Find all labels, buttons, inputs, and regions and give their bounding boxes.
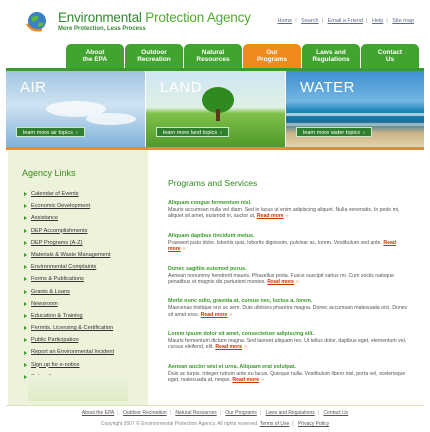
bullet-arrow-icon <box>24 326 27 330</box>
footer-link-our-programs[interactable]: Our Programs <box>225 410 257 416</box>
footer-link-outdoor-recreation[interactable]: Outdoor Recreation <box>122 410 167 416</box>
item-title[interactable]: Aliquam congue fermentum nisl. <box>168 200 252 206</box>
arrow-right-icon: » <box>296 278 299 285</box>
learn-more-air-button[interactable] <box>16 127 85 137</box>
sidebar-decoration <box>28 375 128 401</box>
learn-more-land-label: learn more land topics <box>163 130 218 136</box>
bullet-arrow-icon <box>24 338 27 342</box>
list-item <box>24 334 114 346</box>
item-title[interactable]: Morbi nunc odio, gravida at, cursus nec, luctus a, lorem. <box>168 298 313 305</box>
agency-link[interactable]: Environmental Complaints <box>31 264 97 271</box>
list-item <box>168 266 412 299</box>
bullet-arrow-icon <box>24 375 27 379</box>
page <box>6 4 424 430</box>
bullet-arrow-icon <box>24 351 27 355</box>
arrow-right-icon: › <box>75 130 78 136</box>
list-item <box>24 322 114 334</box>
agency-link[interactable]: Permits, Licensing & Certification <box>31 325 114 332</box>
top-links: Home | Search | Email a Friend | Help | Site map <box>277 18 414 24</box>
arrow-right-icon: » <box>285 213 289 220</box>
banner-air-title: AIR <box>20 79 47 96</box>
bullet-arrow-icon <box>24 314 27 318</box>
read-more-link[interactable]: Read more <box>267 278 295 285</box>
item-title[interactable]: Aliquam dapibus tincidunt metus. <box>168 232 255 239</box>
topic-banners <box>6 71 424 147</box>
list-item <box>168 331 412 364</box>
list-item <box>168 298 412 331</box>
banner-land <box>145 71 285 147</box>
agency-link[interactable]: Public Participation <box>31 337 79 344</box>
top-link-search[interactable]: Search <box>301 18 319 24</box>
agency-link[interactable]: DEP Programs (A-Z) <box>31 239 83 246</box>
wave-shape <box>286 113 424 116</box>
nav-tab-our-programs[interactable]: Our Programs <box>243 44 301 68</box>
item-body: Aenean nonummy hendrerit mauris. Phasellus porta. Fusce suscipit varius mi. Cum sociis natoque penatibus et magnis dis parturient montes. Read more » <box>168 272 395 285</box>
arrow-right-icon: » <box>229 311 233 318</box>
agency-link[interactable]: Newsroom <box>31 300 58 307</box>
bullet-arrow-icon <box>24 363 27 367</box>
top-link-home[interactable]: Home <box>277 18 293 24</box>
agency-link[interactable]: DEP Accomplishments <box>31 227 88 234</box>
item-title[interactable]: Donec sagittis euismod purus. <box>168 265 247 272</box>
privacy-policy-link[interactable]: Privacy Policy <box>297 421 330 427</box>
page-title: Programs and Services <box>168 178 258 188</box>
list-item <box>24 346 114 358</box>
site-title: Environmental Protection Agency <box>58 10 251 25</box>
list-item <box>24 212 114 224</box>
read-more-link[interactable]: Read more <box>168 239 397 252</box>
arrow-right-icon: » <box>182 246 186 252</box>
footer-link-contact[interactable]: Contact Us <box>323 410 349 416</box>
agency-links-list <box>24 188 114 383</box>
nav-tab-outdoor-recreation[interactable]: Outdoor Recreation <box>125 44 183 68</box>
item-body: Praesent justo dolor, lobortis quis, lobortis dignissim, pulvinar ac, lorem. Vestibulum sed ante. Read more » <box>168 239 397 252</box>
list-item <box>168 233 412 266</box>
agency-link[interactable]: Economic Development <box>31 203 91 210</box>
learn-more-air-label: learn more air topics <box>23 130 73 136</box>
top-link-site-map[interactable]: Site map <box>392 18 414 24</box>
bullet-arrow-icon <box>24 241 27 245</box>
banner-air <box>6 71 145 147</box>
cloud-shape <box>86 113 136 125</box>
wave-shape <box>286 123 424 126</box>
agency-link[interactable]: Calendar of Events <box>31 191 79 197</box>
terms-of-use-link[interactable]: Terms of Use <box>259 421 290 427</box>
bullet-arrow-icon <box>24 265 27 269</box>
top-link-email-friend[interactable]: Email a Friend <box>327 18 364 24</box>
list-item <box>24 249 114 261</box>
read-more-link[interactable]: Read more <box>256 213 284 220</box>
agency-link[interactable]: Forms & Publications <box>31 276 84 283</box>
bullet-arrow-icon <box>24 277 27 281</box>
bullet-arrow-icon <box>24 302 27 306</box>
bullet-arrow-icon <box>24 253 27 257</box>
item-body: Mauris fermentum dictum magna. Sed laoreet aliquam leo. Ut tellus dolor, dapibus eget, elementum vel, cursus eleifend, elit. Read more » <box>168 338 407 351</box>
nav-tab-natural-resources[interactable]: Natural Resources <box>184 44 242 68</box>
copyright-line: Copyright 2007 © Environmental Protection Agency. All rights reserved. Terms of Use | Privacy Policy <box>100 421 330 427</box>
nav-tab-about[interactable]: About the EPA <box>66 44 124 68</box>
learn-more-land-button[interactable] <box>156 127 229 137</box>
agency-link[interactable]: Report an Environmental Incident <box>31 349 115 356</box>
programs-list <box>168 200 412 397</box>
bullet-arrow-icon <box>24 290 27 294</box>
list-item <box>24 273 114 285</box>
read-more-link[interactable]: Read more <box>200 311 228 318</box>
list-item <box>24 310 114 322</box>
list-item <box>24 261 114 273</box>
top-link-help[interactable]: Help <box>372 18 384 24</box>
footer-link-natural-resources[interactable]: Natural Resources <box>175 410 217 416</box>
agency-link[interactable]: Sign up for e-notice <box>31 361 80 368</box>
learn-more-water-button[interactable] <box>296 127 372 137</box>
list-item <box>24 359 114 371</box>
main-content <box>162 150 424 405</box>
tree-trunk-shape <box>216 109 220 121</box>
list-item <box>24 225 114 237</box>
sidebar-heading: Agency Links <box>22 168 76 178</box>
item-body: Mauris accumsan nulla vel diam. Sed in lacus ut enim adipiscing aliquet. Nulla venenatis. In pede mi, aliquet sit amet, euismod in, auctor ut, Read more » <box>168 207 400 220</box>
bullet-arrow-icon <box>24 229 27 233</box>
list-item <box>168 200 412 233</box>
learn-more-water-label: learn more water topics <box>303 130 361 136</box>
agency-link[interactable]: Assistance <box>31 215 59 222</box>
list-item <box>24 237 114 249</box>
list-item <box>168 364 412 397</box>
item-title[interactable]: Lorem ipsum dolor sit amet, consectetuer adipiscing elit. <box>168 331 315 338</box>
banner-land-title: LAND <box>160 79 203 96</box>
read-more-link[interactable]: Read more <box>232 377 260 384</box>
nav-tab-laws-regulations[interactable]: Laws and Regulations <box>302 44 360 68</box>
globe-logo-icon <box>26 10 48 32</box>
bullet-arrow-icon <box>24 204 27 208</box>
agency-link[interactable]: Materials & Waste Management <box>31 251 111 258</box>
arrow-right-icon: › <box>363 130 366 136</box>
footer-nav: About the EPA | Outdoor Recreation | Natural Resources | Our Programs | Laws and Regulations | Contact Us <box>81 410 349 416</box>
item-body: Maecenas tristique orci ac sem. Duis ultricies pharetra magna. Donec accumsan malesuada orci. Donec sit amet eros. Read more » <box>168 305 408 318</box>
agency-link[interactable]: Grants & Loans <box>31 288 70 295</box>
arrow-right-icon: » <box>244 344 248 351</box>
list-item <box>24 286 114 298</box>
nav-tab-contact[interactable]: Contact Us <box>361 44 419 68</box>
agency-link[interactable]: Education & Training <box>31 312 83 319</box>
list-item <box>24 298 114 310</box>
bullet-arrow-icon <box>24 216 27 220</box>
main-nav <box>66 44 420 68</box>
footer-divider <box>6 405 424 406</box>
read-more-link[interactable]: Read more <box>215 344 243 351</box>
item-title[interactable]: Aenean auctor wisi et urna. Aliquam erat volutpat. <box>168 363 297 370</box>
arrow-right-icon: › <box>220 130 222 136</box>
copyright-text: Copyright 2007 © Environmental Protection Agency. All rights reserved. <box>100 421 259 427</box>
bullet-arrow-icon <box>24 192 27 196</box>
banner-water <box>285 71 424 147</box>
arrow-right-icon: » <box>261 377 265 384</box>
footer-link-about[interactable]: About the EPA <box>81 410 115 416</box>
item-body: Duis ac turpis. Integer rutrum ante eu lacus. Quisque nulla. Vestibulum libero nisl, porta vel, scelerisque eget, malesuada at, neque. Read more » <box>168 370 406 384</box>
sidebar <box>8 150 148 405</box>
banner-water-title: WATER <box>300 79 355 96</box>
footer-link-laws-regulations[interactable]: Laws and Regulations <box>265 410 315 416</box>
list-item <box>24 188 114 200</box>
site-tagline: More Protection, Less Process <box>58 26 146 32</box>
list-item <box>24 200 114 212</box>
